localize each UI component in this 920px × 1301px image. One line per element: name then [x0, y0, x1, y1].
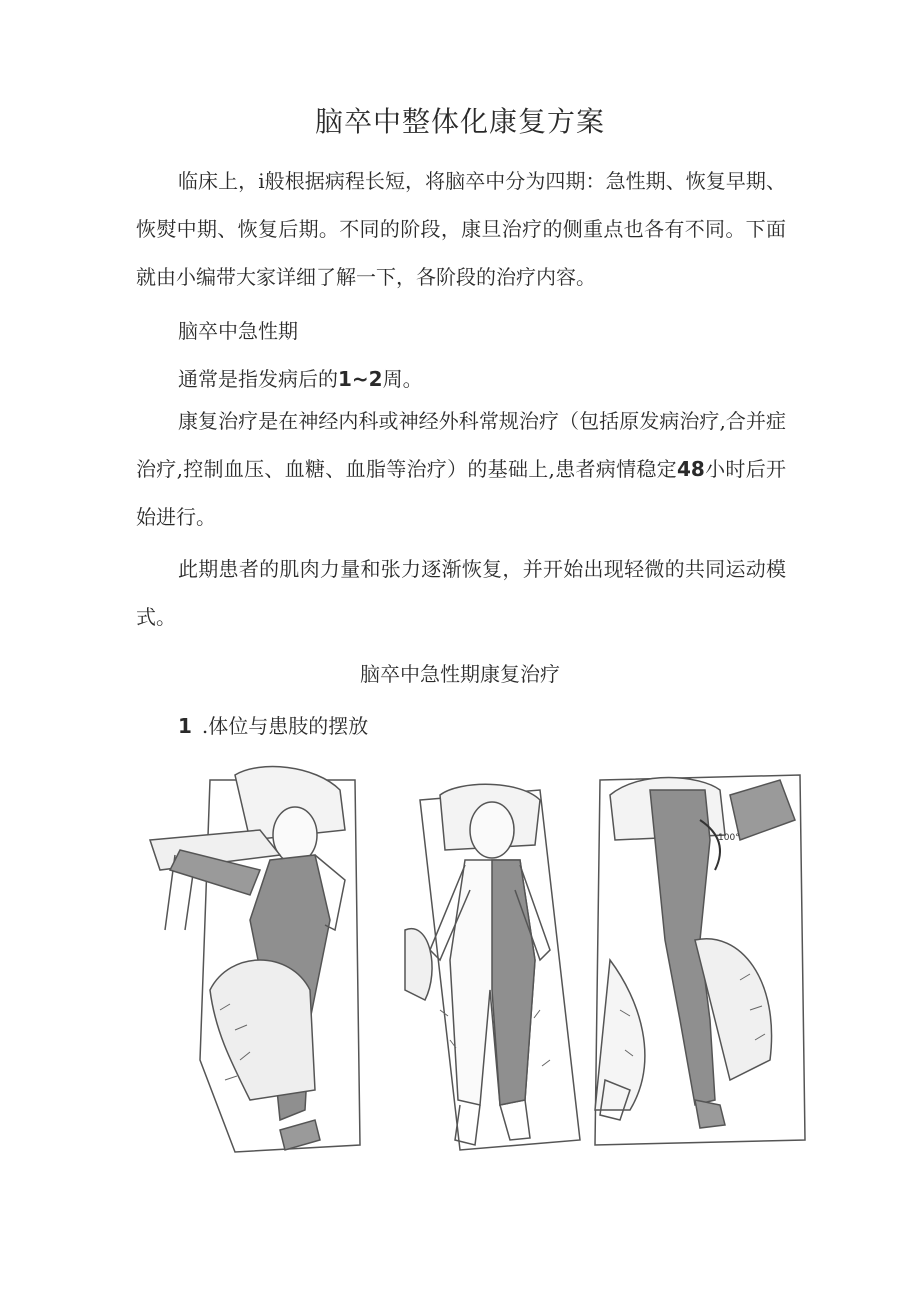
treatment-number: 48 [676, 457, 705, 481]
duration-text-pre: 通常是指发病后的 [178, 367, 338, 391]
positioning-illustration [140, 760, 815, 1160]
duration-number: 1~2 [338, 367, 383, 391]
acute-duration-line [178, 363, 423, 392]
recovery-paragraph: 此期患者的肌肉力量和张力逐渐恢复，并开始出现轻微的共同运动模式。 [136, 557, 786, 629]
section-heading-acute: 脑卒中急性期 [178, 319, 298, 343]
treatment-paragraph [136, 397, 786, 541]
bed-positions-drawing [140, 760, 815, 1160]
section-heading-rehab: 脑卒中急性期康复治疗 [360, 662, 560, 686]
panel-supine [405, 784, 580, 1150]
treatment-text-pre: 康复治疗是在神经内科或神经外科常规治疗（包括原发病治疗,合并症治疗,控制血压、血糖、血脂等治疗）的基础上,患者病情稳定 [136, 409, 786, 481]
list-item-number: 1 [178, 714, 192, 738]
intro-paragraph: 临床上，i般根据病程长短，将脑卒中分为四期：急性期、恢复早期、恢熨中期、恢复后期。不同的阶段，康旦治疗的侧重点也各有不同。下面就由小编带大家详细了解一下，各阶段的治疗内容。 [136, 169, 786, 289]
document-title: 脑卒中整体化康复方案 [314, 105, 605, 138]
list-item-positioning [178, 710, 368, 739]
panel-side-lying-1 [150, 767, 360, 1152]
panel-side-lying-2 [595, 775, 805, 1145]
duration-text-post: 周。 [382, 367, 423, 391]
angle-label: 100° [718, 833, 740, 843]
list-item-text: .体位与患肢的摆放 [201, 714, 369, 738]
treatment-text-post: 小时后开始进行。 [136, 457, 787, 529]
